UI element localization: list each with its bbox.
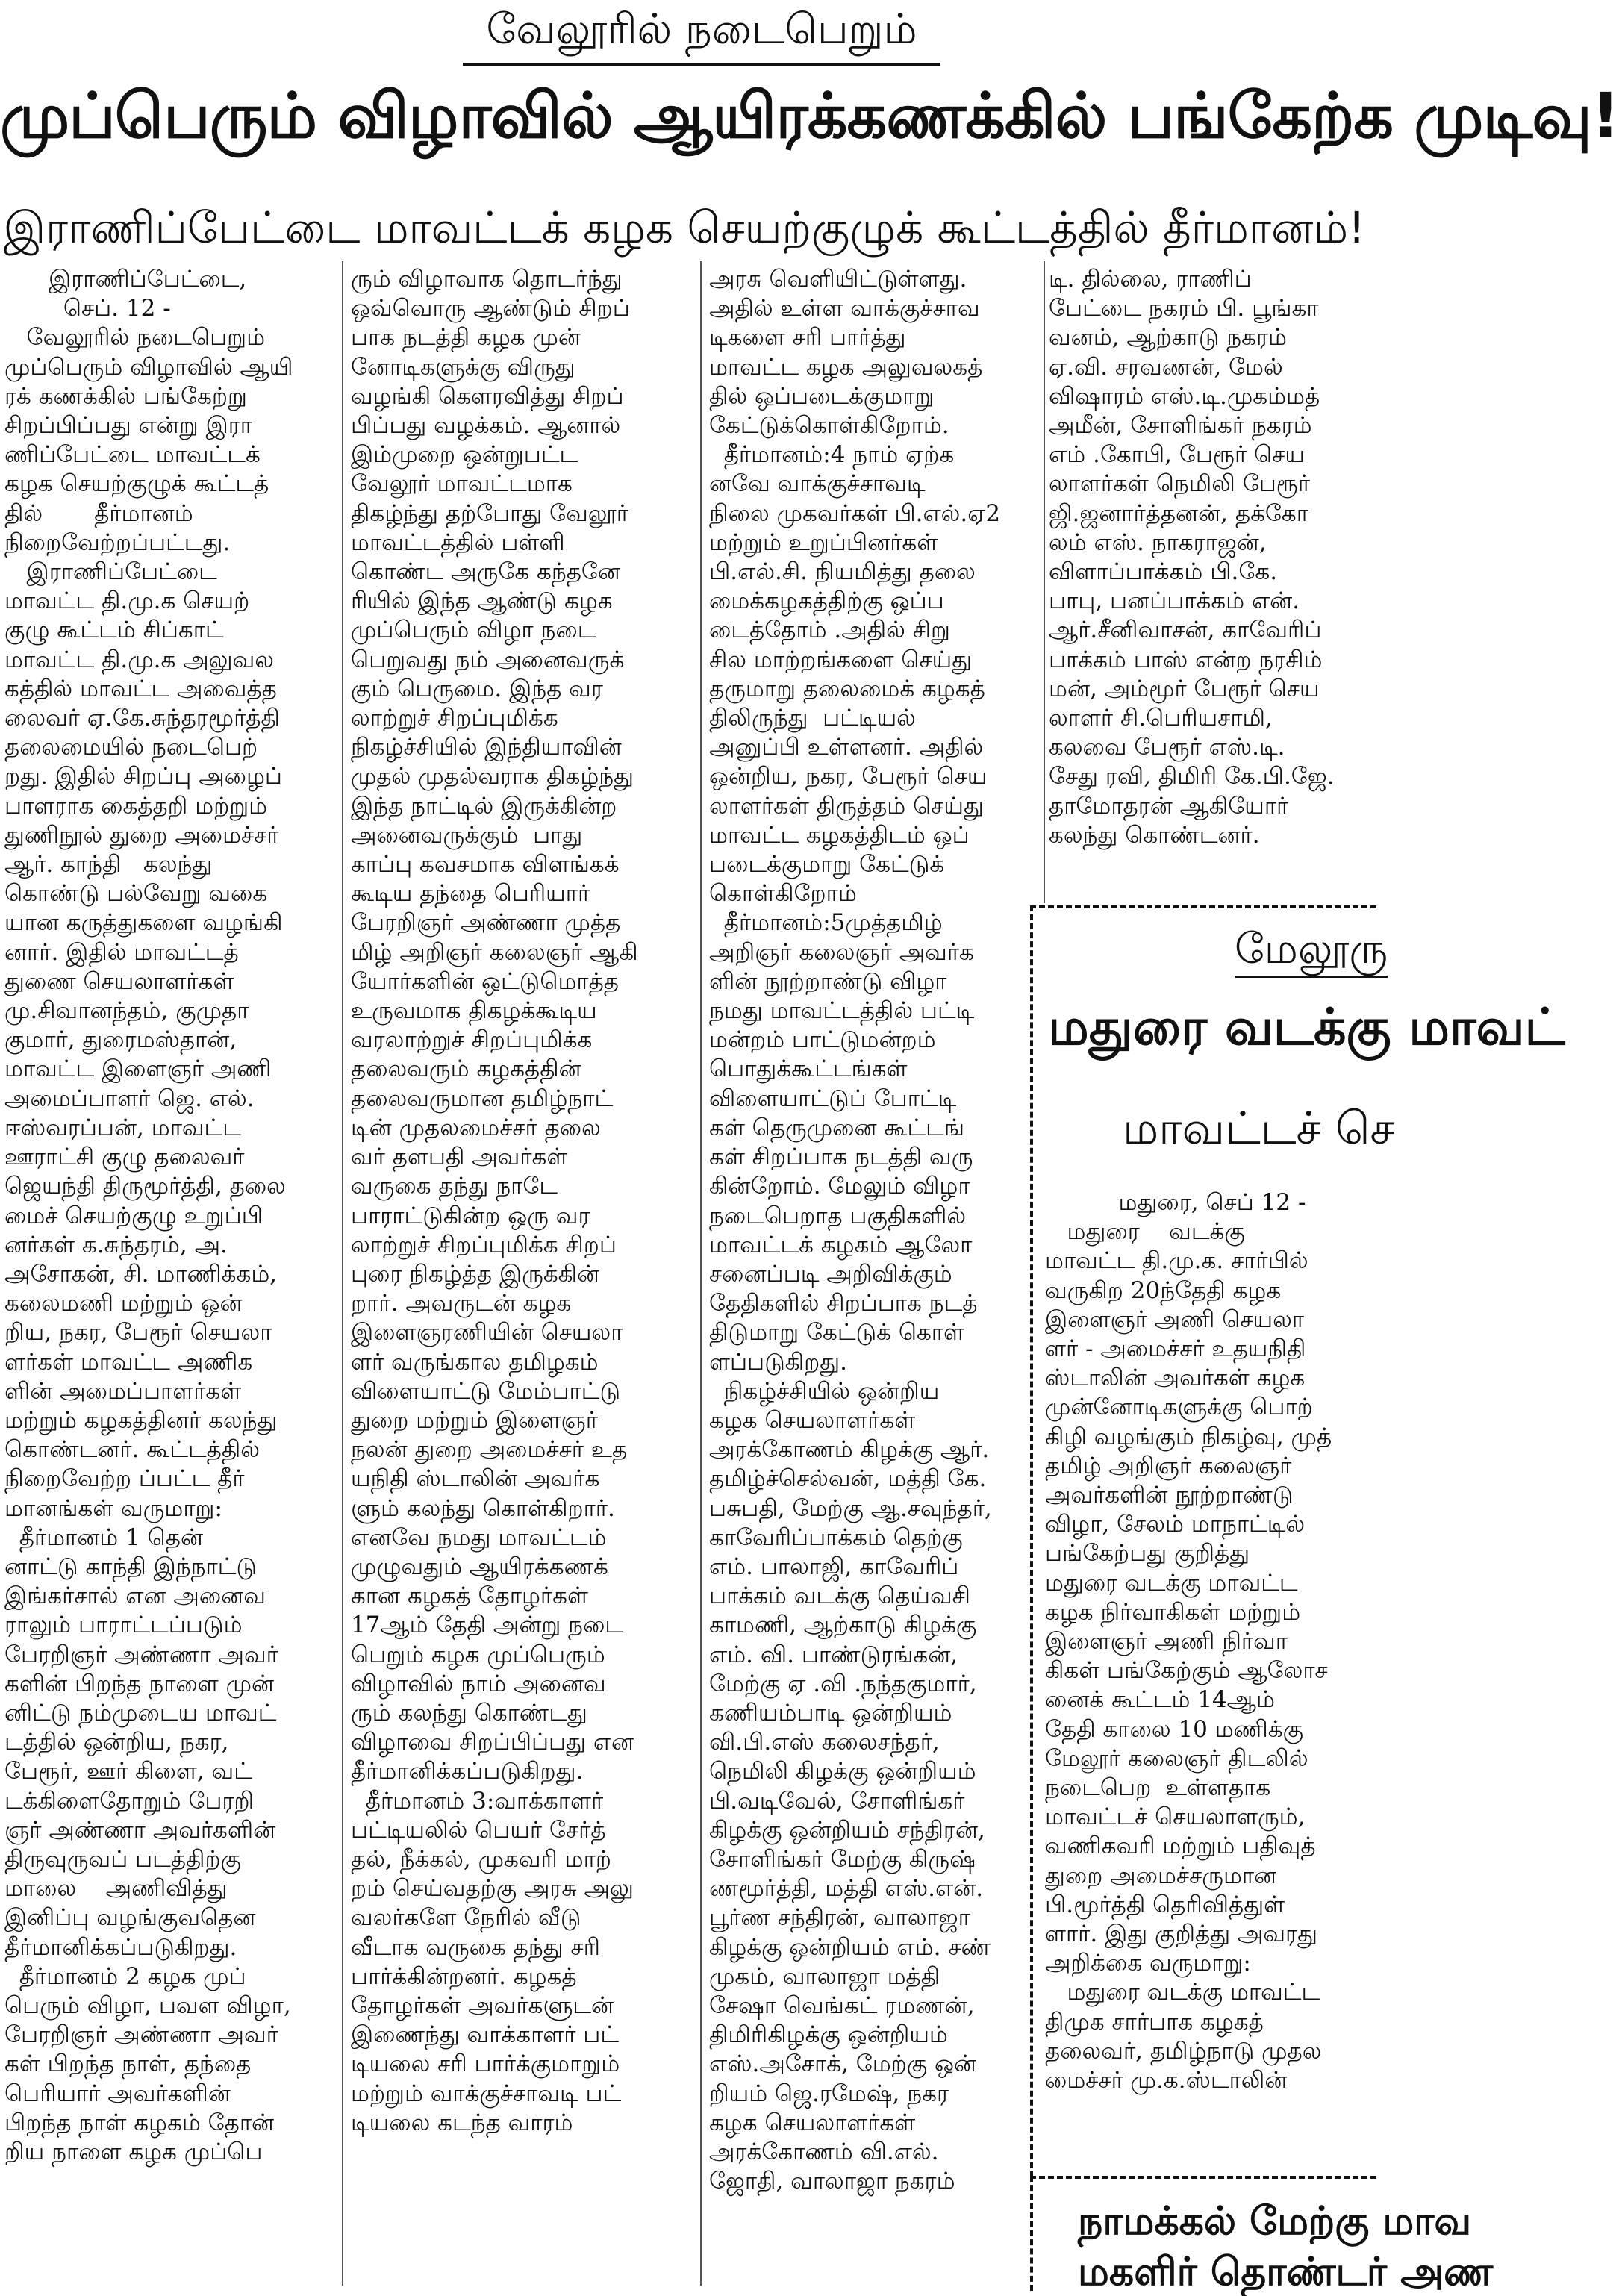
headline: முப்பெரும் விழாவில் ஆயிரக்கணக்கில் பங்கேற்க முடிவு! bbox=[0, 79, 1619, 152]
bottom-headline: நாமக்கல் மேற்கு மாவ bbox=[1078, 2199, 1472, 2244]
sidebar-body: மதுரை, செப் 12 - மதுரை வடக்கு மாவட்ட தி.மு.க. சார்பில் வருகிற 20ந்தேதி கழக இளைஞர் அணி செயலா ளர் - அமைச்சர் உதயநிதி ஸ்டாலின் அவர்கள் கழக முன்னோடிகளுக்கு பொற் கிழி வழங்கும் நிகழ்வு, முத் தமிழ் அறிஞர் கலைஞர் அவர்களின் நூற்றாண்டு விழா, சேலம் மாநாட்டில் பங்கேற்பது குறித்து மதுரை வடக்கு மாவட்ட கழக நிர்வாகிகள் மற்றும் இளைஞர் அணி நிர்வா கிகள் பங்கேற்கும் ஆலோச னைக் கூட்டம் 14ஆம் தேதி காலை 10 மணிக்கு மேலூர் கலைஞர் திடலில் நடைபெற உள்ளதாக மாவட்டச் செயலாளரும், வணிகவரி மற்றும் பதிவுத் துறை அமைச்சருமான பி.மூர்த்தி தெரிவித்துள் ளார். இது குறித்து அவரது அறிக்கை வருமாறு: மதுரை வடக்கு மாவட்ட திமுக சார்பாக கழகத் தலைவர், தமிழ்நாடு முதல மைச்சர் மு.க.ஸ்டாலின் bbox=[1045, 1189, 1332, 2094]
article-column-3: அரசு வெளியிட்டுள்ளது. அதில் உள்ள வாக்குச்சாவ டிகளை சரி பார்த்து மாவட்ட கழக அலுவலகத் தில் ஒப்படைக்குமாறு கேட்டுக்கொள்கிறோம். தீர்மானம்:4 நாம் ஏற்க னவே வாக்குச்சாவடி நிலை முகவர்கள் பி.எல்.ஏ2 மற்றும் உறுப்பினர்கள் பி.எல்.சி. நியமித்து தலை மைக்கழகத்திற்கு ஒப்ப டைத்தோம் .அதில் சிறு சில மாற்றங்களை செய்து தருமாறு தலைமைக் கழகத் திலிருந்து பட்டியல் அனுப்பி உள்ளனர். அதில் ஒன்றிய, நகர, பேரூர் செய லாளர்கள் திருத்தம் செய்து மாவட்ட கழகத்திடம் ஒப் படைக்குமாறு கேட்டுக் கொள்கிறோம் தீர்மானம்:5முத்தமிழ் அறிஞர் கலைஞர் அவர்க ளின் நூற்றாண்டு விழா நமது மாவட்டத்தில் பட்டி மன்றம் பாட்டுமன்றம் பொதுக்கூட்டங்கள் விளையாட்டுப் போட்டி கள் தெருமுனை கூட்டங் கள் சிறப்பாக நடத்தி வரு கின்றோம். மேலும் விழா நடைபெறாத பகுதிகளில் மாவட்டக் கழகம் ஆலோ சனைப்படி அறிவிக்கும் தேதிகளில் சிறப்பாக நடத் திடுமாறு கேட்டுக் கொள் ளப்படுகிறது. நிகழ்ச்சியில் ஒன்றிய கழக செயலாளர்கள் அரக்கோணம் கிழக்கு ஆர். தமிழ்ச்செல்வன், மத்தி கே. பசுபதி, மேற்கு ஆ.சவுந்தர், காவேரிப்பாக்கம் தெற்கு எம். பாலாஜி, காவேரிப் பாக்கம் வடக்கு தெய்வசி காமணி, ஆற்காடு கிழக்கு எம். வி. பாண்டுரங்கன், மேற்கு ஏ .வி .நந்தகுமார், கணியம்பாடி ஒன்றியம் வி.பி.எஸ் கலைசந்தர், நெமிலி கிழக்கு ஒன்றியம் பி.வடிவேல், சோளிங்கர் கிழக்கு ஒன்றியம் சந்திரன், சோளிங்கர் மேற்கு கிருஷ் ணமூர்த்தி, மத்தி எஸ்.என். பூர்ண சந்திரன், வாலாஜா கிழக்கு ஒன்றியம் எம். சண் முகம், வாலாஜா மத்தி சேஷா வெங்கட் ரமணன், திமிரிகிழக்கு ஒன்றியம் எஸ்.அசோக், மேற்கு ஒன் றியம் ஜெ.ரமேஷ், நகர கழக செயலாளர்கள் அரக்கோணம் வி.எல். ஜோதி, வாலாஜா நகரம் bbox=[709, 266, 1001, 2195]
bottom-article bbox=[1030, 2176, 1494, 2295]
bottom-headline-2: மகளிர் தொண்டர் அண bbox=[1078, 2250, 1494, 2295]
sidebar-article bbox=[1030, 905, 1565, 2177]
article-column-2: ரும் விழாவாக தொடர்ந்து ஒவ்வொரு ஆண்டும் சிறப் பாக நடத்தி கழக முன் னோடிகளுக்கு விருது வழங்கி கௌரவித்து சிறப் பிப்பது வழக்கம். ஆனால் இம்முறை ஒன்றுபட்ட வேலூர் மாவட்டமாக திகழ்ந்து தற்போது வேலூர் மாவட்டத்தில் பள்ளி கொண்ட அருகே கந்தனே ரியில் இந்த ஆண்டு கழக முப்பெரும் விழா நடை பெறுவது நம் அனைவருக் கும் பெருமை. இந்த வர லாற்றுச் சிறப்புமிக்க நிகழ்ச்சியில் இந்தியாவின் முதல் முதல்வராக திகழ்ந்து இந்த நாட்டில் இருக்கின்ற அனைவருக்கும் பாது காப்பு கவசமாக விளங்கக் கூடிய தந்தை பெரியார் பேரறிஞர் அண்ணா முத்த மிழ் அறிஞர் கலைஞர் ஆகி யோர்களின் ஒட்டுமொத்த உருவமாக திகழக்கூடிய வரலாற்றுச் சிறப்புமிக்க தலைவரும் கழகத்தின் தலைவருமான தமிழ்நாட் டின் முதலமைச்சர் தலை வர் தளபதி அவர்கள் வருகை தந்து நாடே பாராட்டுகின்ற ஒரு வர லாற்றுச் சிறப்புமிக்க சிறப் புரை நிகழ்த்த இருக்கின் றார். அவருடன் கழக இளைஞரணியின் செயலா ளர் வருங்கால தமிழகம் விளையாட்டு மேம்பாட்டு துறை மற்றும் இளைஞர் நலன் துறை அமைச்சர் உத யநிதி ஸ்டாலின் அவர்க ளும் கலந்து கொள்கிறார். எனவே நமது மாவட்டம் முழுவதும் ஆயிரக்கணக் கான கழகத் தோழர்கள் 17ஆம் தேதி அன்று நடை பெறும் கழக முப்பெரும் விழாவில் நாம் அனைவ ரும் கலந்து கொண்டது விழாவை சிறப்பிப்பது என தீர்மானிக்கப்படுகிறது. தீர்மானம் 3:வாக்காளர் பட்டியலில் பெயர் சேர்த் தல், நீக்கல், முகவரி மாற் றம் செய்வதற்கு அரசு அலு வலர்களே நேரில் வீடு வீடாக வருகை தந்து சரி பார்க்கின்றனர். கழகத் தோழர்கள் அவர்களுடன் இணைந்து வாக்காளர் பட் டியலை சரி பார்க்குமாறும் மற்றும் வாக்குச்சாவடி பட் டியலை கடந்த வாரம் bbox=[351, 266, 638, 2136]
subhead: இராணிப்பேட்டை மாவட்டக் கழக செயற்குழுக் கூட்டத்தில் தீர்மானம்! bbox=[3, 202, 1366, 253]
article-column-1: இராணிப்பேட்டை, செப். 12 - வேலூரில் நடைபெறும் முப்பெரும் விழாவில் ஆயி ரக் கணக்கில் பங்கேற்று சிறப்பிப்பது என்று இரா ணிப்பேட்டை மாவட்டக் கழக செயற்குழுக் கூட்டத் தில் தீர்மானம் நிறைவேற்றப்பட்டது. இராணிப்பேட்டை மாவட்ட தி.மு.க செயற் குழு கூட்டம் சிப்காட் மாவட்ட தி.மு.க அலுவல கத்தில் மாவட்ட அவைத்த லைவர் ஏ.கே.சுந்தரமூர்த்தி தலைமையில் நடைபெற் றது. இதில் சிறப்பு அழைப் பாளராக கைத்தறி மற்றும் துணிநூல் துறை அமைச்சர் ஆர். காந்தி கலந்து கொண்டு பல்வேறு வகை யான கருத்துகளை வழங்கி னார். இதில் மாவட்டத் துணை செயலாளர்கள் மு.சிவானந்தம், குமுதா குமார், துரைமஸ்தான், மாவட்ட இளைஞர் அணி அமைப்பாளர் ஜெ. எல். ஈஸ்வரப்பன், மாவட்ட ஊராட்சி குழு தலைவர் ஜெயந்தி திருமூர்த்தி, தலை மைச் செயற்குழு உறுப்பி னர்கள் க.சுந்தரம், அ. அசோகன், சி. மாணிக்கம், கலைமணி மற்றும் ஒன் றிய, நகர, பேரூர் செயலா ளர்கள் மாவட்ட அணிக ளின் அமைப்பாளர்கள் மற்றும் கழகத்தினர் கலந்து கொண்டனர். கூட்டத்தில் நிறைவேற்ற ப்பட்ட தீர் மானங்கள் வருமாறு: தீர்மானம் 1 தென் னாட்டு காந்தி இந்நாட்டு இங்கர்சால் என அனைவ ராலும் பாராட்டப்படும் பேரறிஞர் அண்ணா அவர் களின் பிறந்த நாளை முன் னிட்டு நம்முடைய மாவட் டத்தில் ஒன்றிய, நகர, பேரூர், ஊர் கிளை, வட் டக்கிளைதோறும் பேரறி ஞர் அண்ணா அவர்களின் திருவுருவப் படத்திற்கு மாலை அணிவித்து இனிப்பு வழங்குவதென தீர்மானிக்கப்படுகிறது. தீர்மானம் 2 கழக முப் பெரும் விழா, பவள விழா, பேரறிஞர் அண்ணா அவர் கள் பிறந்த நாள், தந்தை பெரியார் அவர்களின் பிறந்த நாள் கழகம் தோன் றிய நாளை கழக முப்பெ bbox=[4, 266, 293, 2165]
kicker: வேலூரில் நடைபெறும் bbox=[463, 0, 940, 66]
article-column-4: டி. தில்லை, ராணிப் பேட்டை நகரம் பி. பூங்கா வனம், ஆற்காடு நகரம் ஏ.வி. சரவணன், மேல் விஷாரம் எஸ்.டி.முகம்மத் அமீன், சோளிங்கர் நகரம் எம் .கோபி, பேரூர் செய லாளர்கள் நெமிலி பேரூர் ஜி.ஜனார்த்தனன், தக்கோ லம் எஸ். நாகராஜன், விளாப்பாக்கம் பி.கே. பாபு, பனப்பாக்கம் என். ஆர்.சீனிவாசன், காவேரிப் பாக்கம் பாஸ் என்ற நரசிம் மன், அம்மூர் பேரூர் செய லாளர் சி.பெரியசாமி, கலவை பேரூர் எஸ்.டி. சேது ரவி, திமிரி கே.பி.ஜே. தாமோதரன் ஆகியோர் கலந்து கொண்டனர். bbox=[1049, 266, 1335, 849]
column-rule bbox=[1044, 261, 1045, 903]
column-rule bbox=[342, 261, 343, 2286]
sidebar-subhead: மாவட்டச் செ bbox=[1123, 1102, 1395, 1155]
sidebar-headline: மதுரை வடக்கு மாவட் bbox=[1048, 998, 1565, 1057]
column-rule bbox=[700, 261, 702, 2286]
sidebar-kicker: மேலூரு bbox=[1235, 923, 1388, 978]
